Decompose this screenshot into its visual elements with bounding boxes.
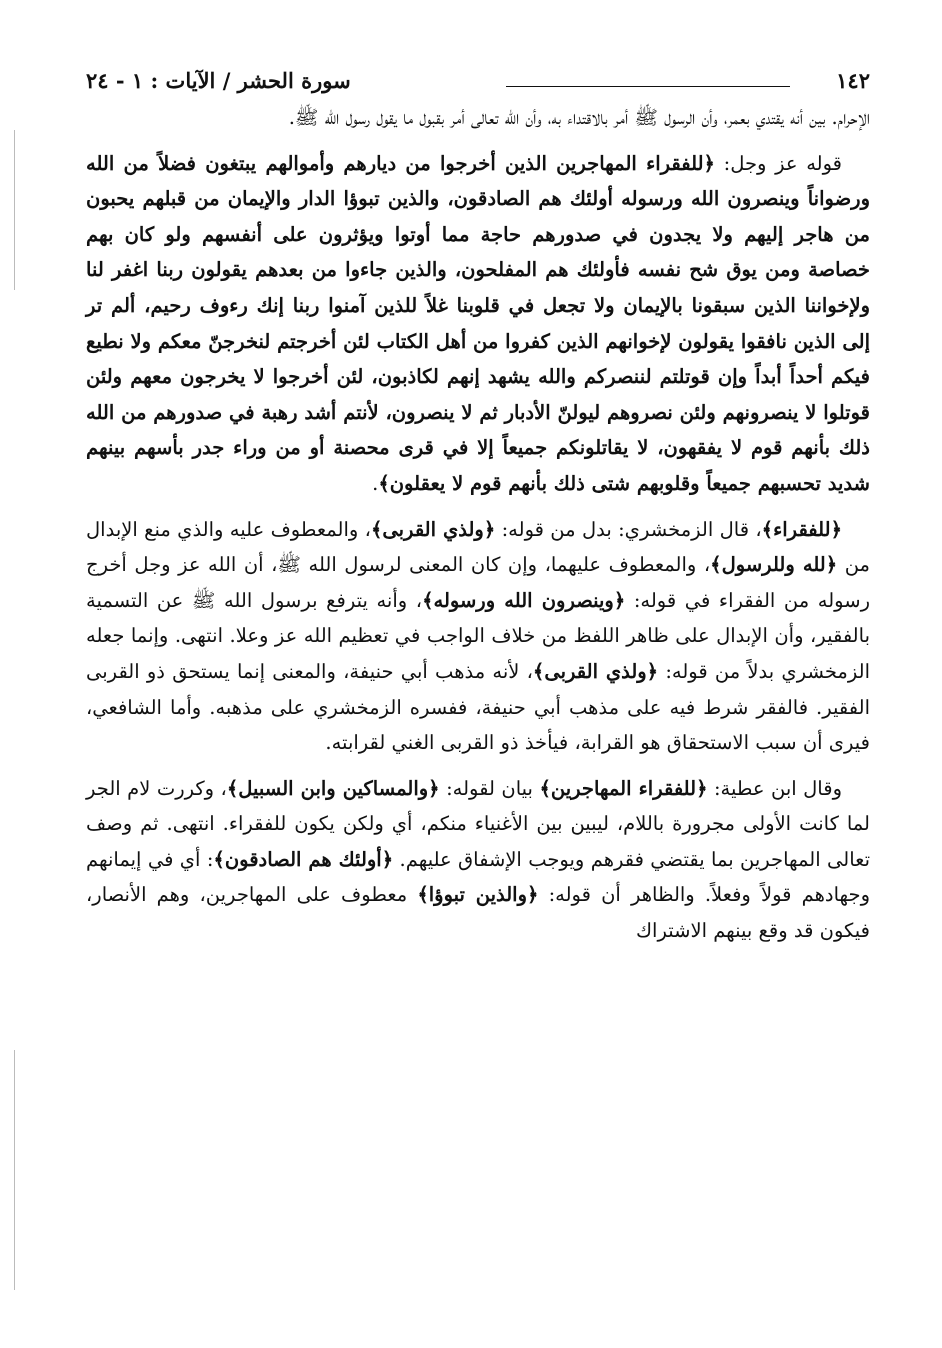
text-run: ، وكررت لام الجر لما كانت الأولى مجرورة باللام، ليبين بين الأغنياء منكم، أي ولكن يكون للفقراء. انتهى. ثم وصف تعالى المهاجرين بما يقتضي فقرهم ويوجب الإشفاق عليهم. — [86, 776, 871, 871]
scan-margin-line — [14, 1050, 15, 1290]
quran-quote: ﴿ولذي القربى﴾ — [532, 659, 659, 683]
quran-quote: ﴿أولئك هم الصادقون﴾ — [213, 847, 394, 871]
text-run: . — [372, 471, 379, 495]
text-run: بيان لقوله: — [439, 776, 540, 800]
text-run: أن الله عز وجل أخرج رسوله من الفقراء في قوله: — [86, 553, 870, 612]
quran-quote: ﴿للفقراء المهاجرين﴾ — [539, 776, 708, 800]
quran-quote: ﴿للفقراء﴾ — [761, 517, 842, 541]
paragraph-gap — [86, 136, 870, 146]
quran-quote: ﴿وينصرون الله ورسوله﴾ — [422, 588, 626, 612]
quran-quote: ﴿والذين تبوؤا﴾ — [417, 883, 539, 907]
text-run: ، والمعطوف عليهما، وإن كان المعنى لرسول الله ﷺ، — [263, 553, 711, 577]
quran-quote: ﴿لله وللرسول﴾ — [710, 553, 838, 577]
text-run: : أي في إيمانهم وجهادهم قولاً وفعلاً. والظاهر أن قوله: — [86, 847, 870, 907]
text-run: ، لأنه مذهب أبي حنيفة، والمعنى إنما يستحق ذو القربى الفقير. فالفقر شرط فيه على مذهب أبي حنيفة، ففسره الزمخشري على مذهبه. وأما الشافعي، فيرى أن سبب الاستحقاق هو القرابة، فيأخذ ذو القربى الغني لقرابته. — [86, 659, 870, 755]
quran-quote: ﴿للفقراء المهاجرين الذين أخرجوا من ديارهم وأموالهم يبتغون فضلاً من الله ورضواناً وينصرون الله ورسوله أولئك هم الصادقون، والذين تبوؤا الدار والإيمان من قبلهم يحبون من هاجر إليهم ولا يجدون في صدورهم حاجة مما أوتوا ويؤثرون على أنفسهم ولو كان بهم خصاصة ومن يوق شح نفسه فأولئك هم المفلحون، والذين جاءوا من بعدهم يقولون ربنا اغفر لنا ولإخواننا الذين سبقونا بالإيمان ولا تجعل في قلوبنا غلاً للذين آمنوا ربنا إنك رءوف رحيم، ألم تر إلى الذين نافقوا يقولون لإخوانهم الذين كفروا من أهل الكتاب لئن أخرجتم لنخرجنّ معكم ولا نطيع فيكم أحداً أبداً وإن قوتلتم لننصركم والله يشهد إنهم لكاذبون، لئن أخرجوا لا يخرجون معهم ولئن قوتلوا لا ينصرونهم ولئن نصروهم ليولنّ الأدبار ثم لا ينصرون، لأنتم أشد رهبة في صدورهم من الله ذلك بأنهم قوم لا يفقهون، لا يقاتلونكم جميعاً إلا في قرى محصنة أو من وراء جدر بأسهم بينهم شديد تحسبهم جميعاً وقلوبهم شتى ذلك بأنهم قوم لا يعقلون﴾ — [86, 151, 870, 495]
text-run: وقال ابن عطية: — [707, 776, 842, 800]
page-header — [86, 60, 870, 100]
quran-quote: ﴿والمساكين وابن السبيل﴾ — [226, 776, 440, 800]
quran-quote: ﴿ولذي القربى﴾ — [370, 517, 496, 541]
paragraph — [86, 771, 870, 949]
text-run: ، وأنه يترفع برسول الله ﷺ عن التسمية بالفقير، وأن الإبدال على ظاهر اللفظ من خلاف الواجب في تعظيم الله عز وعلا. انتهى. وإنما جعله الزمخشري بدلاً من قوله: — [86, 588, 870, 683]
text-run: معطوف على المهاجرين، وهم الأنصار، فيكون قد وقع بينهم الاشتراك — [86, 883, 870, 943]
paragraph — [86, 146, 870, 502]
page-number: ١٤٢ — [836, 68, 870, 93]
paragraph-gap — [86, 761, 870, 771]
text-run: ، والمعطوف عليه والذي منع الإبدال من — [86, 517, 870, 577]
running-title: سورة الحشر / الآيات : ١ - ٢٤ — [86, 68, 351, 93]
text-run: ، قال الزمخشري: بدل من قوله: — [495, 517, 762, 541]
header-rule — [506, 86, 790, 87]
book-page — [86, 60, 870, 1320]
text-run: قوله عز وجل: — [714, 151, 842, 175]
paragraph — [86, 100, 870, 136]
paragraph — [86, 512, 870, 761]
body-text — [86, 100, 870, 949]
scan-margin-line — [14, 130, 15, 290]
text-run: الإحرام. بين أنه يقتدي بعمر، وأن الرسول ﷺ أمر بالاقتداء به، وأن الله تعالى أمر بقبول ما يقول رسول الله ﷺ. — [288, 106, 870, 129]
paragraph-gap — [86, 502, 870, 512]
